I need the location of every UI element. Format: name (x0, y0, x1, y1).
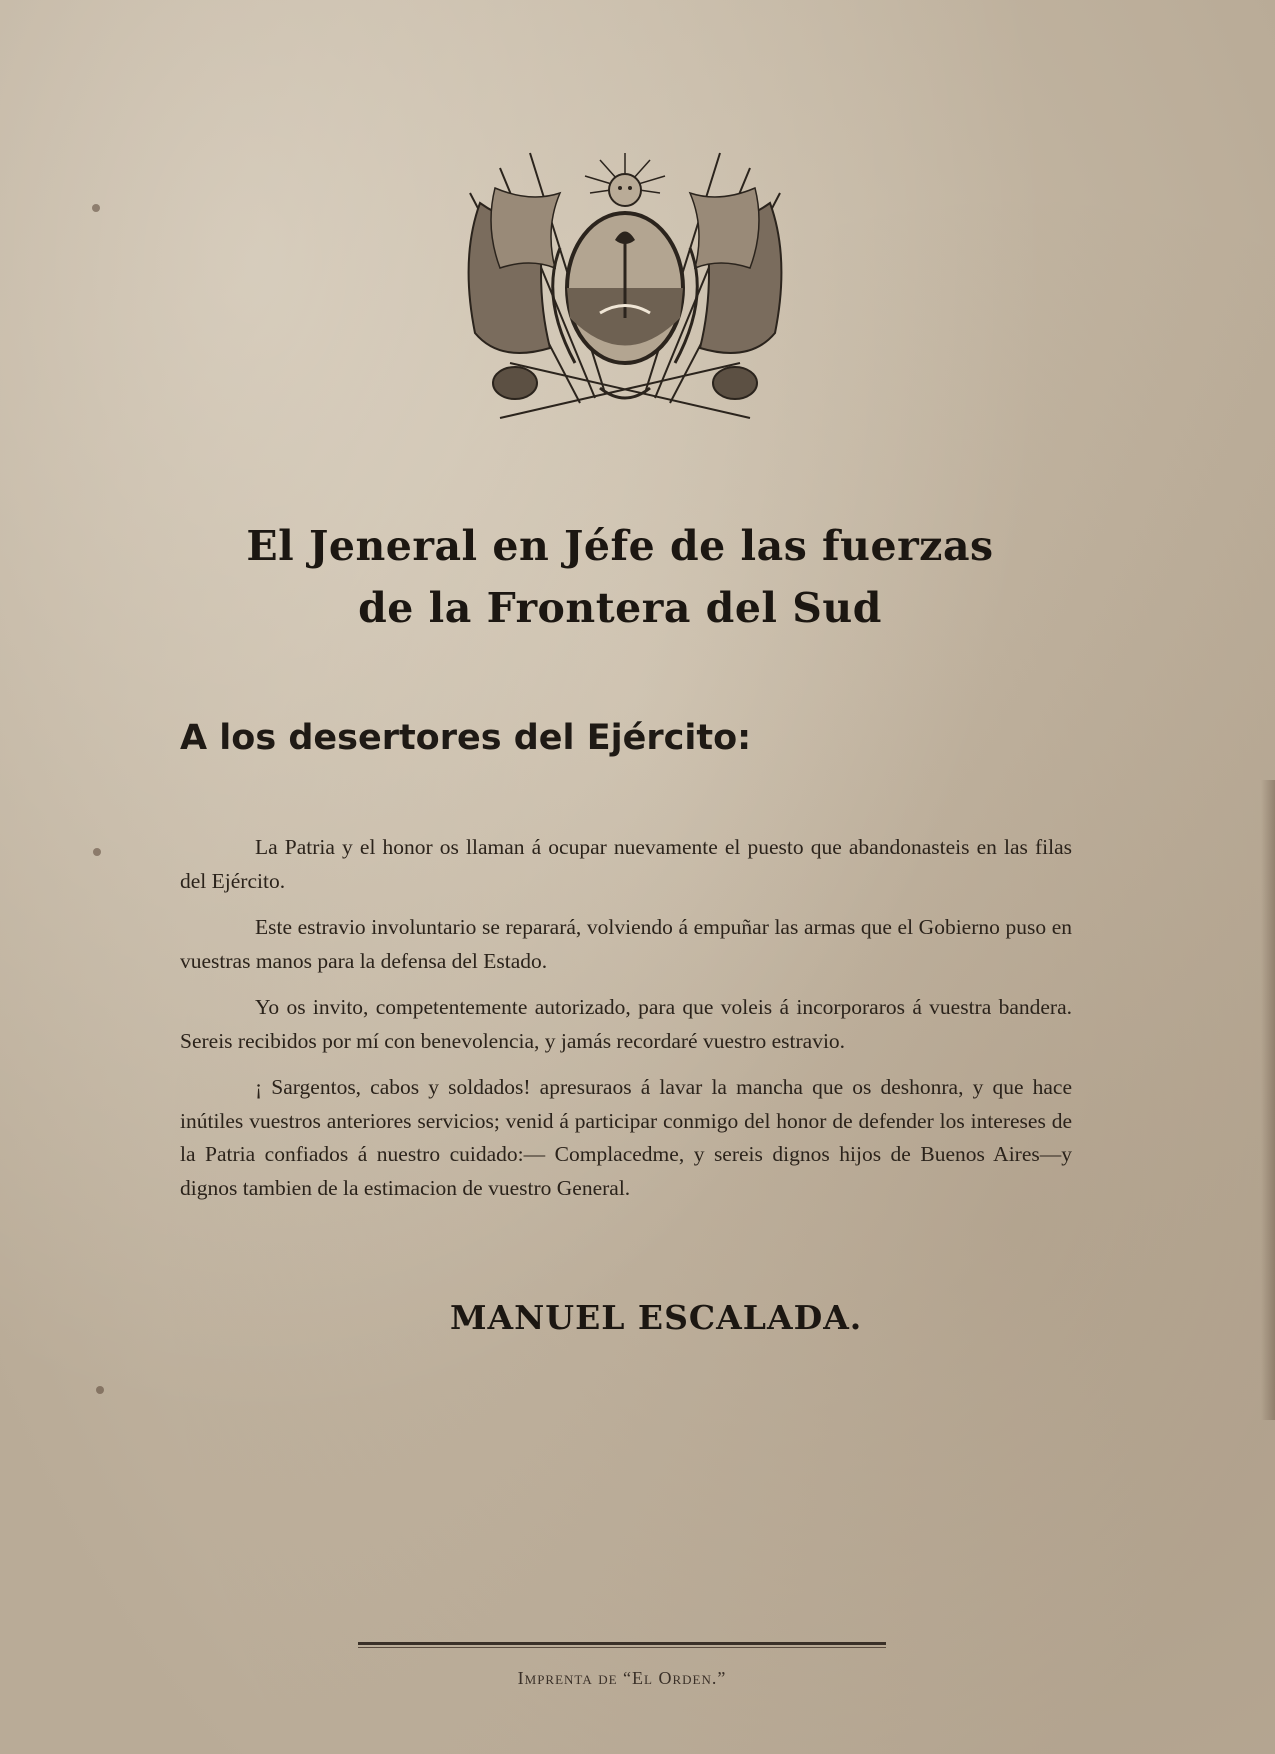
title-line-1: El Jeneral en Jéfe de las fuerzas (246, 522, 994, 570)
coat-of-arms-icon (440, 148, 810, 438)
paragraph: Yo os invito, competentemente autorizado, para que voleis á incorporaros á vuestra bandera. Sereis recibidos por mí con benevolencia, y jamás recordaré vuestro estravio. (180, 995, 1072, 1053)
paper-edge-shadow (1261, 780, 1275, 1420)
signature: MANUEL ESCALADA. (450, 1298, 863, 1337)
printer-imprint: Imprenta de “El Orden.” (517, 1668, 727, 1688)
divider (358, 1642, 886, 1645)
paragraph: La Patria y el honor os llaman á ocupar nuevamente el puesto que abandonasteis en las filas del Ejército. (180, 835, 1072, 893)
title-line-2: de la Frontera del Sud (358, 584, 882, 632)
proclamation-title (160, 515, 1080, 639)
pin-hole (93, 848, 101, 856)
proclamation-body (180, 831, 1072, 1218)
pin-hole (92, 204, 100, 212)
pin-hole (96, 1386, 104, 1394)
address-heading: A los desertores del Ejército: (180, 718, 752, 758)
divider (358, 1647, 886, 1648)
paragraph: Este estravio involuntario se reparará, volviendo á empuñar las armas que el Gobierno puso en vuestras manos para la defensa del Estado. (180, 915, 1072, 973)
paragraph: ¡ Sargentos, cabos y soldados! apresuraos á lavar la mancha que os deshonra, y que hace inútiles vuestros anteriores servicios; venid á participar conmigo del honor de defender los intereses de la Patria confiados á nuestro cuidado:— Complacedme, y sereis dignos hijos de Buenos Aires—y dignos tambien de la estimacion de vuestro General. (180, 1075, 1072, 1200)
